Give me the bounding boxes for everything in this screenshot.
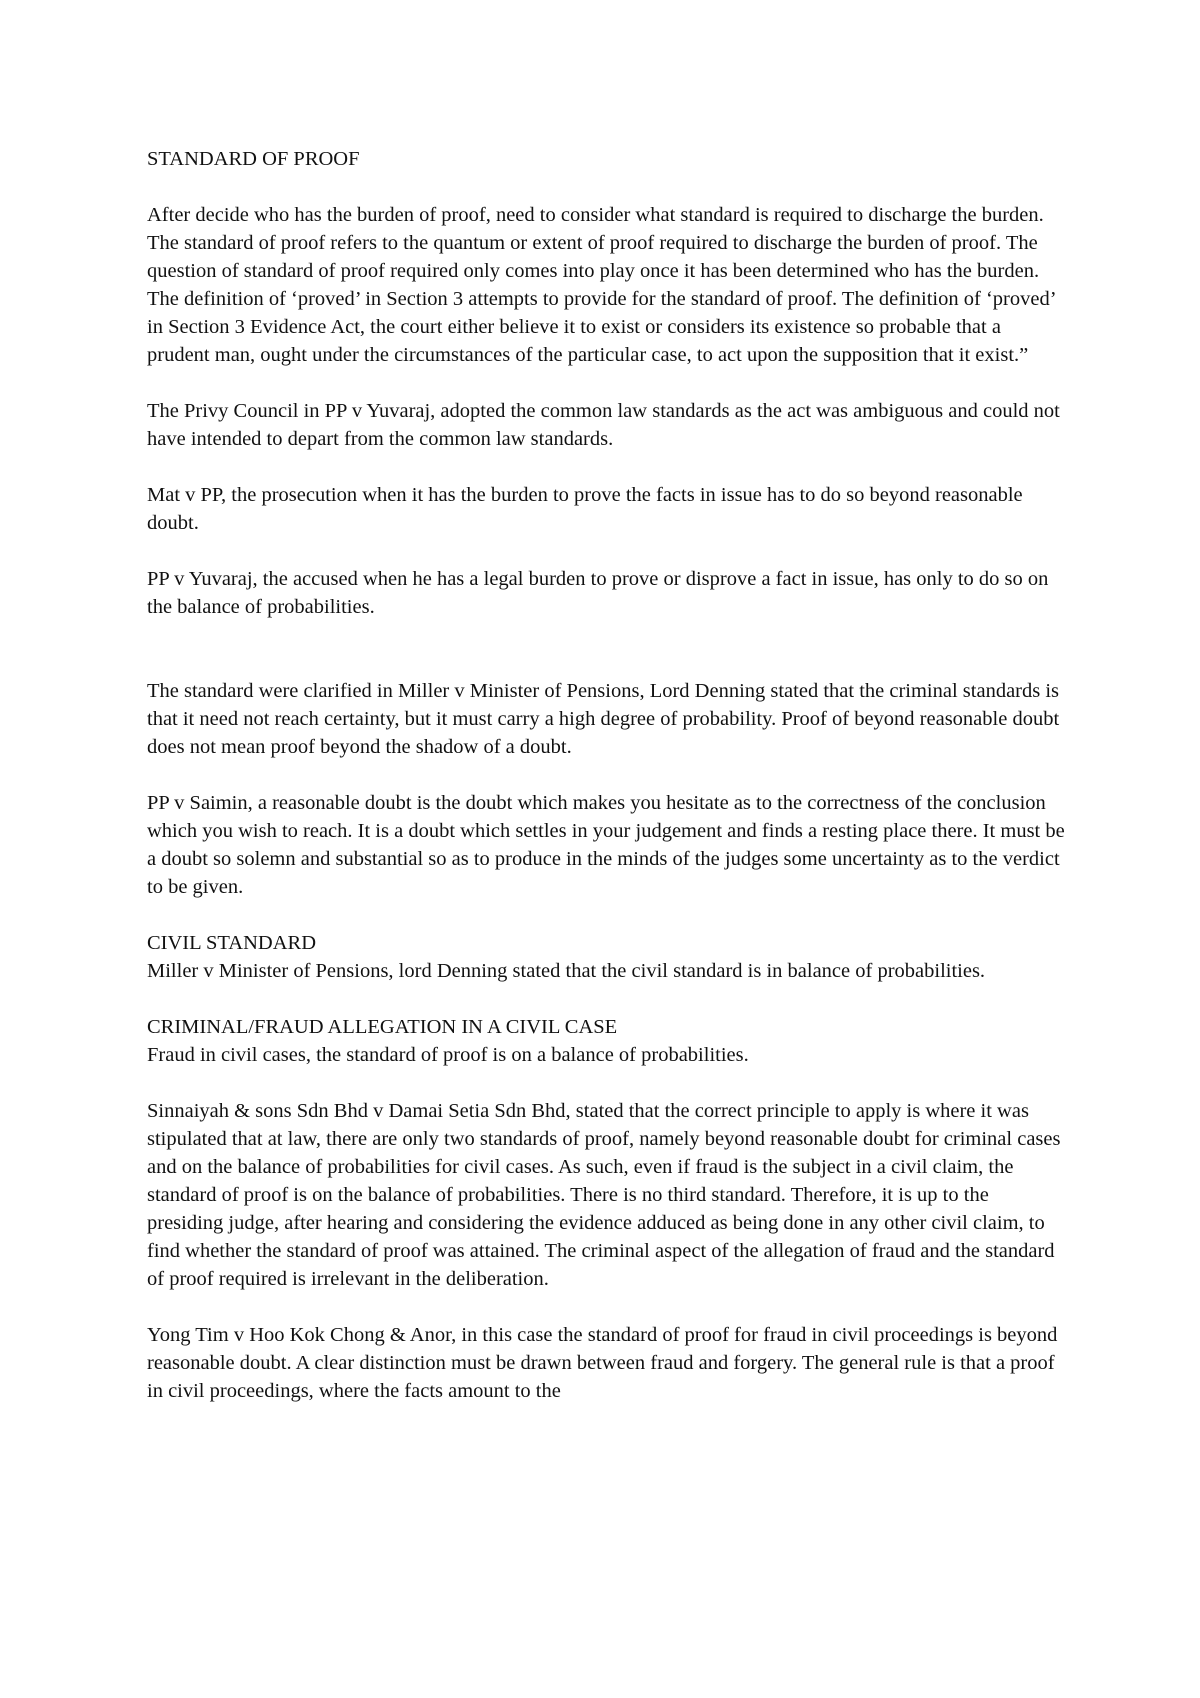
paragraph-mat-v-pp: Mat v PP, the prosecution when it has the burden to prove the facts in issue has to do so beyond reasonable doubt.	[147, 484, 1023, 534]
document-body	[147, 145, 1067, 1433]
section-criminal-fraud-allegation	[147, 1013, 1067, 1069]
paragraph-pp-v-yuvaraj-privy-council: The Privy Council in PP v Yuvaraj, adopted the common law standards as the act was ambiguous and could not have intended to depart from the common law standards.	[147, 400, 1060, 450]
paragraph-yong-tim-v-hoo-kok-chong: Yong Tim v Hoo Kok Chong & Anor, in this case the standard of proof for fraud in civil proceedings is beyond reasonable doubt. A clear distinction must be drawn between fraud and forgery. The general rule is that a proof in civil proceedings, where the facts amount to the	[147, 1324, 1058, 1402]
paragraph-fraud-civil-cases: Fraud in civil cases, the standard of proof is on a balance of probabilities.	[147, 1044, 749, 1066]
paragraph-section-3-definition: After decide who has the burden of proof, need to consider what standard is required to discharge the burden. The standard of proof refers to the quantum or extent of proof required to discharge the burden of proof. The question of standard of proof required only comes into play once it has been determined who has the burden. The definition of ‘proved’ in Section 3 attempts to provide for the standard of proof. The definition of ‘proved’ in Section 3 Evidence Act, the court either believe it to exist or considers its existence so probable that a prudent man, ought under the circumstances of the particular case, to act upon the supposition that it exist.”	[147, 204, 1056, 366]
paragraph-sinnaiyah-v-damai-setia: Sinnaiyah & sons Sdn Bhd v Damai Setia Sdn Bhd, stated that the correct principle to apply is where it was stipulated that at law, there are only two standards of proof, namely beyond reasonable doubt for criminal cases and on the balance of probabilities for civil cases. As such, even if fraud is the subject in a civil claim, the standard of proof is on the balance of probabilities. There is no third standard. Therefore, it is up to the presiding judge, after hearing and considering the evidence adduced as being done in any other civil claim, to find whether the standard of proof was attained. The criminal aspect of the allegation of fraud and the standard of proof required is irrelevant in the deliberation.	[147, 1100, 1061, 1290]
section-civil-standard	[147, 929, 1067, 985]
paragraph-pp-v-yuvaraj-accused: PP v Yuvaraj, the accused when he has a legal burden to prove or disprove a fact in issue, has only to do so on the balance of probabilities.	[147, 568, 1049, 618]
heading-criminal-fraud-allegation: CRIMINAL/FRAUD ALLEGATION IN A CIVIL CASE	[147, 1016, 618, 1038]
heading-civil-standard: CIVIL STANDARD	[147, 932, 316, 954]
paragraph-pp-v-saimin: PP v Saimin, a reasonable doubt is the doubt which makes you hesitate as to the correctness of the conclusion which you wish to reach. It is a doubt which settles in your judgement and finds a resting place there. It must be a doubt so solemn and substantial so as to produce in the minds of the judges some uncertainty as to the verdict to be given.	[147, 792, 1065, 898]
document-title: STANDARD OF PROOF	[147, 148, 360, 170]
paragraph-miller-v-minister-criminal: The standard were clarified in Miller v Minister of Pensions, Lord Denning stated that the criminal standards is that it need not reach certainty, but it must carry a high degree of probability. Proof of beyond reasonable doubt does not mean proof beyond the shadow of a doubt.	[147, 680, 1060, 758]
paragraph-civil-standard: Miller v Minister of Pensions, lord Denning stated that the civil standard is in balance of probabilities.	[147, 960, 986, 982]
